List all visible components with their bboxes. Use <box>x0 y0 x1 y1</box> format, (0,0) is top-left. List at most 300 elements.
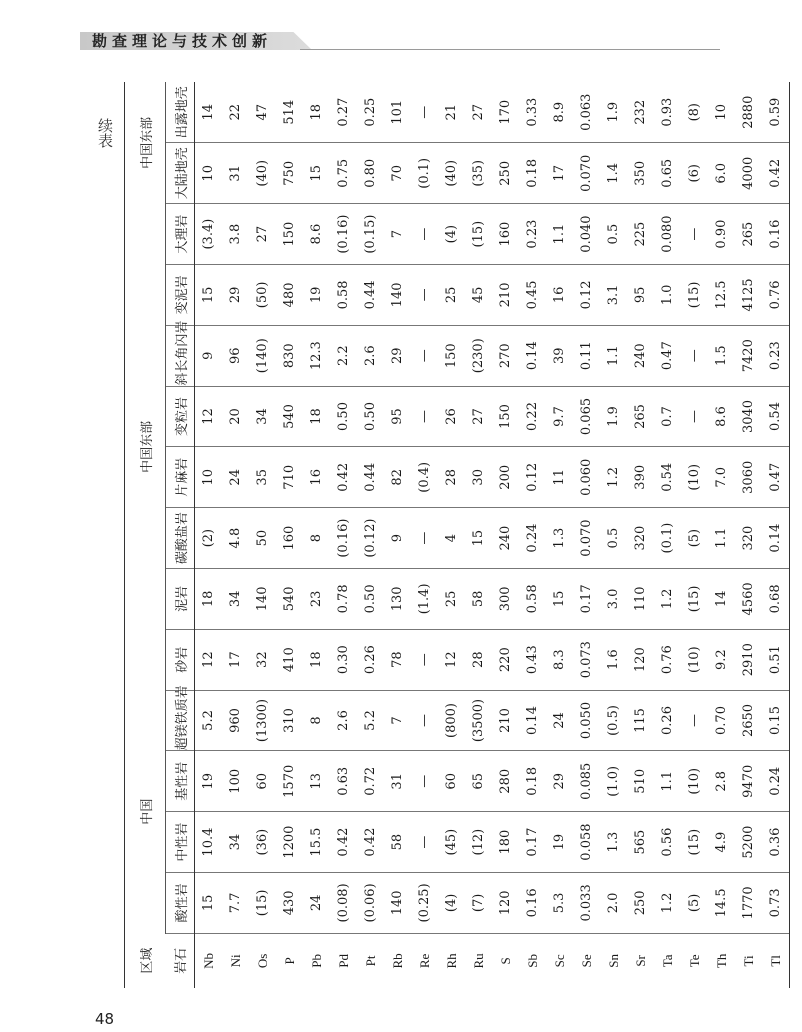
element-symbol: Ni <box>227 954 243 968</box>
element-symbol: Pb <box>308 954 324 968</box>
table-cell: 0.050 <box>573 690 600 751</box>
table-cell: 10 <box>708 82 735 143</box>
table-cell: 160 <box>276 508 303 569</box>
table-cell: 232 <box>627 82 654 143</box>
table-cell: 0.15 <box>762 690 790 751</box>
table-cell: 1.9 <box>600 82 627 143</box>
element-symbol: Se <box>578 954 594 968</box>
corner-region-label: 区域 <box>125 933 166 988</box>
table-cell: 0.54 <box>654 447 681 508</box>
table-cell: 140 <box>384 265 411 326</box>
table-cell: 3.1 <box>600 265 627 326</box>
table-cell: 1.3 <box>546 508 573 569</box>
table-cell: 0.50 <box>330 386 357 447</box>
table-cell: (5) <box>681 872 708 933</box>
table-cell: 2.6 <box>330 690 357 751</box>
table-cell: 24 <box>222 447 249 508</box>
table-cell: 21 <box>438 82 465 143</box>
table-cell: (40) <box>438 143 465 204</box>
table-cell: 0.11 <box>573 325 600 386</box>
table-cell: 0.25 <box>357 82 384 143</box>
table-cell: 50 <box>249 508 276 569</box>
table-row <box>492 82 519 988</box>
table-cell: 1.9 <box>600 386 627 447</box>
table-cell: 0.26 <box>357 629 384 690</box>
table-cell: 15.5 <box>303 812 330 873</box>
table-cell: (2) <box>195 508 223 569</box>
table-cell: 240 <box>492 508 519 569</box>
element-symbol: Re <box>416 953 432 969</box>
element-symbol: S <box>497 957 513 965</box>
table-cell: 1.2 <box>600 447 627 508</box>
table-cell: (0.06) <box>357 872 384 933</box>
table-row <box>573 82 600 988</box>
table-cell: 430 <box>276 872 303 933</box>
table-cell: 0.93 <box>654 82 681 143</box>
table-cell: 20 <box>222 386 249 447</box>
element-symbol: P <box>281 957 297 965</box>
table-cell: 150 <box>492 386 519 447</box>
table-cell: 390 <box>627 447 654 508</box>
table-cell: 2880 <box>735 82 762 143</box>
table-cell: 0.16 <box>519 872 546 933</box>
table-cell: 39 <box>546 325 573 386</box>
table-cell: 29 <box>222 265 249 326</box>
table-cell: 0.44 <box>357 447 384 508</box>
element-symbol: Nb <box>200 952 216 969</box>
table-cell: 120 <box>492 872 519 933</box>
table-cell: 82 <box>384 447 411 508</box>
element-symbol: Ti <box>740 955 756 967</box>
table-cell: 0.17 <box>519 812 546 873</box>
table-cell: (0.25) <box>411 872 438 933</box>
table-cell: — <box>681 386 708 447</box>
running-header <box>0 0 802 60</box>
table-cell: 0.43 <box>519 629 546 690</box>
table-cell: 18 <box>303 386 330 447</box>
table-cell: 19 <box>546 812 573 873</box>
table-cell: 15 <box>195 265 223 326</box>
element-symbol: Te <box>686 954 702 968</box>
page-number: 48 <box>95 1010 115 1028</box>
table-cell: 0.56 <box>654 812 681 873</box>
table-cell: 170 <box>492 82 519 143</box>
table-cell: 14 <box>708 568 735 629</box>
table-row <box>735 82 762 988</box>
table-cell: (35) <box>465 143 492 204</box>
group-header-east-china-crust: 中国东部 <box>125 82 166 204</box>
table-cell: 23 <box>303 568 330 629</box>
table-cell: 270 <box>492 325 519 386</box>
table-cell: (0.15) <box>357 204 384 265</box>
table-row <box>411 82 438 988</box>
table-cell: 830 <box>276 325 303 386</box>
table-cell: (15) <box>681 568 708 629</box>
table-cell: 0.23 <box>519 204 546 265</box>
table-cell: 265 <box>735 204 762 265</box>
table-cell: 0.75 <box>330 143 357 204</box>
table-cell: 0.12 <box>573 265 600 326</box>
table-cell: 250 <box>627 872 654 933</box>
table-cell: 320 <box>627 508 654 569</box>
table-cell: 6.0 <box>708 143 735 204</box>
column-header: 砂岩 <box>166 629 195 690</box>
table-cell: (800) <box>438 690 465 751</box>
table-cell: — <box>411 386 438 447</box>
table-cell: 16 <box>546 265 573 326</box>
table-cell: 10.4 <box>195 812 223 873</box>
table-cell: 210 <box>492 265 519 326</box>
table-cell: 4560 <box>735 568 762 629</box>
table-cell: 8.3 <box>546 629 573 690</box>
table-cell: 240 <box>627 325 654 386</box>
table-cell: 0.14 <box>519 325 546 386</box>
table-row <box>654 82 681 988</box>
table-cell: — <box>681 204 708 265</box>
table-row <box>708 82 735 988</box>
table-cell: 5.3 <box>546 872 573 933</box>
table-cell: (15) <box>465 204 492 265</box>
element-symbol: Th <box>713 953 729 969</box>
table-cell: 0.44 <box>357 265 384 326</box>
table-cell: 8.9 <box>546 82 573 143</box>
table-cell: 1.2 <box>654 568 681 629</box>
table-cell: 31 <box>222 143 249 204</box>
table-cell: 3060 <box>735 447 762 508</box>
table-cell: 100 <box>222 751 249 812</box>
table-cell: 0.16 <box>762 204 790 265</box>
table-row <box>546 82 573 988</box>
table-cell: 115 <box>627 690 654 751</box>
table-cell: 2910 <box>735 629 762 690</box>
table-cell: 210 <box>492 690 519 751</box>
table-cell: (15) <box>681 812 708 873</box>
table-cell: 1.1 <box>654 751 681 812</box>
table-cell: 4.8 <box>222 508 249 569</box>
element-symbol: Rh <box>443 953 459 969</box>
table-cell: (10) <box>681 751 708 812</box>
element-symbol: Sn <box>605 954 621 968</box>
table-cell: 35 <box>249 447 276 508</box>
table-cell: 9470 <box>735 751 762 812</box>
table-cell: 15 <box>303 143 330 204</box>
table-cell: 0.42 <box>357 812 384 873</box>
table-cell: (15) <box>681 265 708 326</box>
table-cell: 480 <box>276 265 303 326</box>
table-cell: 0.060 <box>573 447 600 508</box>
table-cell: 95 <box>627 265 654 326</box>
column-header: 碳酸盐岩 <box>166 508 195 569</box>
rotated-table-container <box>124 82 783 988</box>
column-header: 变粒岩 <box>166 386 195 447</box>
table-cell: (140) <box>249 325 276 386</box>
table-cell: 0.42 <box>330 447 357 508</box>
table-cell: 250 <box>492 143 519 204</box>
table-cell: 150 <box>276 204 303 265</box>
table-cell: 0.23 <box>762 325 790 386</box>
table-cell: 3.0 <box>600 568 627 629</box>
table-cell: 45 <box>465 265 492 326</box>
table-cell: 101 <box>384 82 411 143</box>
table-cell: 9 <box>384 508 411 569</box>
table-cell: 0.90 <box>708 204 735 265</box>
table-cell: — <box>411 751 438 812</box>
group-header-china: 中国 <box>125 690 166 933</box>
table-cell: 7 <box>384 690 411 751</box>
table-cell: — <box>411 508 438 569</box>
table-cell: 0.14 <box>519 690 546 751</box>
element-symbol: Tl <box>762 933 790 988</box>
table-cell: 1.2 <box>654 872 681 933</box>
table-cell: 280 <box>492 751 519 812</box>
table-cell: 10 <box>195 447 223 508</box>
element-symbol: Sc <box>551 954 567 968</box>
table-cell: (1.0) <box>600 751 627 812</box>
table-cell: 1200 <box>276 812 303 873</box>
table-cell: 7.0 <box>708 447 735 508</box>
table-cell: 18 <box>195 568 223 629</box>
table-cell: 0.36 <box>762 812 790 873</box>
table-caption: 续表 <box>96 118 114 148</box>
table-cell: 18 <box>303 629 330 690</box>
table-cell: — <box>411 325 438 386</box>
table-cell: 130 <box>384 568 411 629</box>
table-cell: (0.08) <box>330 872 357 933</box>
table-cell: 9.7 <box>546 386 573 447</box>
table-row <box>681 82 708 988</box>
table-cell: (1300) <box>249 690 276 751</box>
table-cell: 0.42 <box>330 812 357 873</box>
table-cell: 320 <box>735 508 762 569</box>
table-cell: 220 <box>492 629 519 690</box>
table-cell: 14.5 <box>708 872 735 933</box>
table-cell: 0.26 <box>654 690 681 751</box>
table-cell: 8.6 <box>708 386 735 447</box>
table-cell: 0.17 <box>573 568 600 629</box>
table-cell: 28 <box>465 629 492 690</box>
column-header: 斜长角闪岩 <box>166 325 195 386</box>
table-cell: (0.12) <box>357 508 384 569</box>
table-cell: 2.8 <box>708 751 735 812</box>
table-row <box>303 82 330 988</box>
table-cell: 3040 <box>735 386 762 447</box>
table-cell: 9.2 <box>708 629 735 690</box>
table-row <box>762 82 790 988</box>
table-cell: 8 <box>303 508 330 569</box>
table-cell: 180 <box>492 812 519 873</box>
table-cell: 0.51 <box>762 629 790 690</box>
table-cell: 0.73 <box>762 872 790 933</box>
table-cell: 8 <box>303 690 330 751</box>
table-cell: 25 <box>438 265 465 326</box>
table-cell: 12 <box>195 386 223 447</box>
table-cell: 0.5 <box>600 204 627 265</box>
element-symbol: Rb <box>389 953 405 969</box>
table-cell: 19 <box>195 751 223 812</box>
table-cell: 0.24 <box>519 508 546 569</box>
table-cell: 29 <box>546 751 573 812</box>
table-cell: (6) <box>681 143 708 204</box>
table-cell: 140 <box>249 568 276 629</box>
table-cell: (0.1) <box>654 508 681 569</box>
table-cell: 5.2 <box>195 690 223 751</box>
table-cell: 58 <box>384 812 411 873</box>
table-cell: 0.058 <box>573 812 600 873</box>
table-cell: 15 <box>546 568 573 629</box>
table-cell: 34 <box>222 568 249 629</box>
table-cell: (10) <box>681 447 708 508</box>
table-cell: 160 <box>492 204 519 265</box>
table-cell: 24 <box>303 872 330 933</box>
table-row <box>519 82 546 988</box>
table-cell: (230) <box>465 325 492 386</box>
table-cell: (45) <box>438 812 465 873</box>
table-cell: 960 <box>222 690 249 751</box>
table-cell: 1.1 <box>546 204 573 265</box>
table-cell: (4) <box>438 204 465 265</box>
table-row <box>384 82 411 988</box>
table-cell: (4) <box>438 872 465 933</box>
table-cell: 29 <box>384 325 411 386</box>
table-cell: (0.4) <box>411 447 438 508</box>
table-cell: 7420 <box>735 325 762 386</box>
table-cell: 0.70 <box>708 690 735 751</box>
table-cell: 0.085 <box>573 751 600 812</box>
table-cell: 200 <box>492 447 519 508</box>
element-symbol: Sb <box>524 954 540 968</box>
table-row <box>195 82 223 988</box>
table-cell: 140 <box>384 872 411 933</box>
table-cell: 0.65 <box>654 143 681 204</box>
table-cell: 1.5 <box>708 325 735 386</box>
table-cell: 0.54 <box>762 386 790 447</box>
table-cell: (8) <box>681 82 708 143</box>
table-cell: 2.2 <box>330 325 357 386</box>
table-cell: 1770 <box>735 872 762 933</box>
table-cell: 7.7 <box>222 872 249 933</box>
table-cell: 120 <box>627 629 654 690</box>
table-cell: (15) <box>249 872 276 933</box>
table-cell: 1.1 <box>708 508 735 569</box>
header-rule <box>300 49 720 50</box>
table-cell: (40) <box>249 143 276 204</box>
table-cell: 27 <box>465 386 492 447</box>
table-cell: 410 <box>276 629 303 690</box>
table-cell: 0.76 <box>654 629 681 690</box>
column-header: 出露地壳 <box>166 82 195 143</box>
table-cell: 750 <box>276 143 303 204</box>
table-cell: 0.14 <box>762 508 790 569</box>
table-cell: 34 <box>222 812 249 873</box>
table-cell: 0.22 <box>519 386 546 447</box>
table-row <box>465 82 492 988</box>
table-cell: — <box>681 690 708 751</box>
table-cell: (12) <box>465 812 492 873</box>
table-cell: 9 <box>195 325 223 386</box>
table-cell: (0.16) <box>330 204 357 265</box>
table-cell: 0.50 <box>357 568 384 629</box>
table-row <box>627 82 654 988</box>
table-cell: 26 <box>438 386 465 447</box>
table-cell: 3.8 <box>222 204 249 265</box>
table-cell: 0.070 <box>573 508 600 569</box>
table-cell: 27 <box>249 204 276 265</box>
table-cell: 0.073 <box>573 629 600 690</box>
table-cell: 10 <box>195 143 223 204</box>
table-cell: 0.040 <box>573 204 600 265</box>
table-cell: 16 <box>303 447 330 508</box>
table-cell: 11 <box>546 447 573 508</box>
table-cell: (3.4) <box>195 204 223 265</box>
table-cell: 65 <box>465 751 492 812</box>
table-cell: (50) <box>249 265 276 326</box>
table-cell: 1.6 <box>600 629 627 690</box>
table-cell: 17 <box>546 143 573 204</box>
table-cell: 0.12 <box>519 447 546 508</box>
table-cell: 300 <box>492 568 519 629</box>
table-cell: 1.3 <box>600 812 627 873</box>
table-cell: 0.070 <box>573 143 600 204</box>
table-row <box>438 82 465 988</box>
table-cell: 0.78 <box>330 568 357 629</box>
table-cell: — <box>411 629 438 690</box>
table-cell: 60 <box>438 751 465 812</box>
table-cell: 0.24 <box>762 751 790 812</box>
element-symbol: Ta <box>659 954 675 968</box>
table-cell: (0.16) <box>330 508 357 569</box>
table-cell: 510 <box>627 751 654 812</box>
table-cell: 24 <box>546 690 573 751</box>
column-header-row <box>166 82 195 988</box>
column-header: 中性岩 <box>166 812 195 873</box>
table-cell: 0.47 <box>654 325 681 386</box>
table-cell: 15 <box>195 872 223 933</box>
table-cell: — <box>681 325 708 386</box>
table-cell: (7) <box>465 872 492 933</box>
table-cell: 265 <box>627 386 654 447</box>
table-cell: 4 <box>438 508 465 569</box>
table-cell: 31 <box>384 751 411 812</box>
table-cell: 0.080 <box>654 204 681 265</box>
table-cell: 60 <box>249 751 276 812</box>
table-cell: 0.27 <box>330 82 357 143</box>
book-title: 勘查理论与技术创新 <box>92 32 273 50</box>
table-cell: (3500) <box>465 690 492 751</box>
table-cell: 0.50 <box>357 386 384 447</box>
table-cell: 5200 <box>735 812 762 873</box>
table-cell: 4000 <box>735 143 762 204</box>
column-header: 泥岩 <box>166 568 195 629</box>
table-cell: 12 <box>195 629 223 690</box>
table-cell: 34 <box>249 386 276 447</box>
table-cell: 0.47 <box>762 447 790 508</box>
table-cell: 0.18 <box>519 143 546 204</box>
table-cell: 5.2 <box>357 690 384 751</box>
table-cell: 0.33 <box>519 82 546 143</box>
table-cell: 12 <box>438 629 465 690</box>
table-row <box>357 82 384 988</box>
table-cell: — <box>411 265 438 326</box>
table-cell: 58 <box>465 568 492 629</box>
table-cell: (5) <box>681 508 708 569</box>
table-cell: 0.42 <box>762 143 790 204</box>
table-cell: 540 <box>276 568 303 629</box>
table-cell: 0.63 <box>330 751 357 812</box>
table-cell: — <box>411 204 438 265</box>
table-cell: (1.4) <box>411 568 438 629</box>
table-cell: 0.76 <box>762 265 790 326</box>
table-cell: 15 <box>465 508 492 569</box>
